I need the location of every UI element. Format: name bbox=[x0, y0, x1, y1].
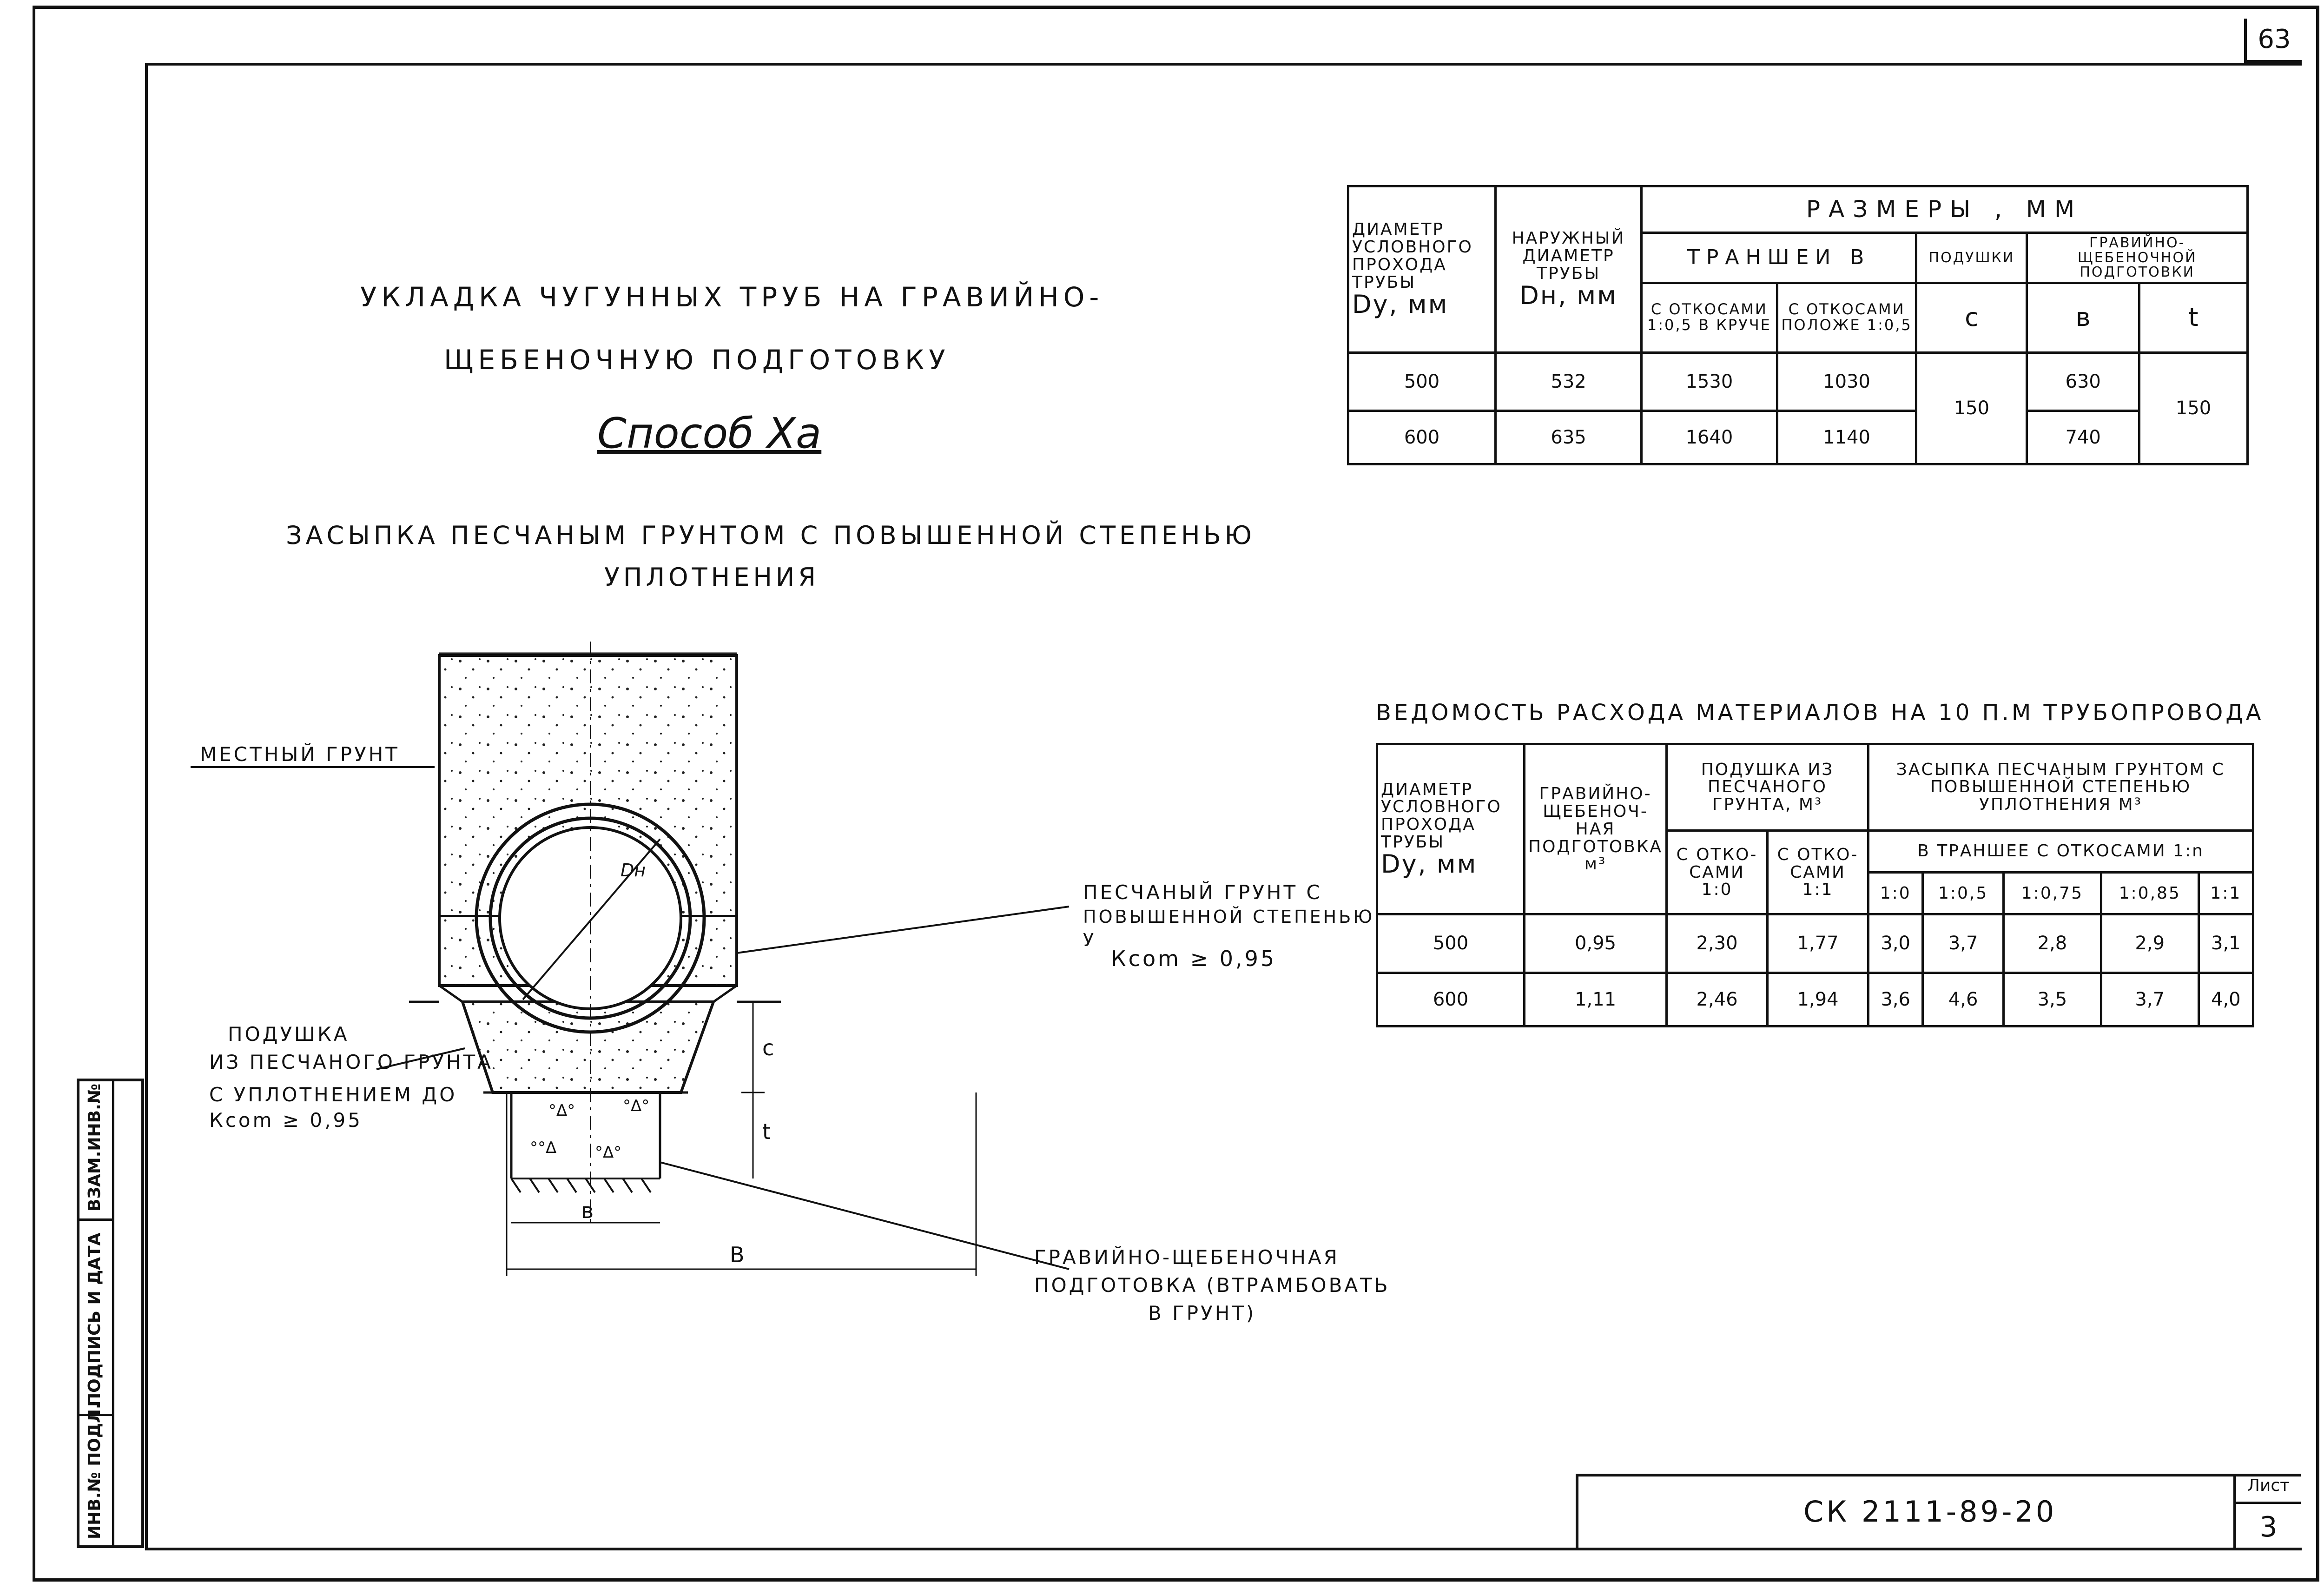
cell: 1030 bbox=[1777, 352, 1916, 410]
document-code: СК 2111-89-20 bbox=[1803, 1495, 2057, 1529]
col-cushion-b: С ОТКО-САМИ 1:1 bbox=[1768, 830, 1868, 914]
method-title: Способ Ха bbox=[597, 409, 822, 458]
col-backfill: ЗАСЫПКА ПЕСЧАНЫМ ГРУНТОМ С ПОВЫШЕННОЙ СТЕПЕНЬЮ УПЛОТНЕНИЯ М³ bbox=[1868, 744, 2253, 831]
cell: 1,94 bbox=[1768, 973, 1868, 1026]
side-cell-replace bbox=[79, 1081, 112, 1221]
cell: 2,8 bbox=[2003, 914, 2101, 973]
gravel-label-3: В ГРУНТ) bbox=[1148, 1302, 1256, 1324]
table-row bbox=[1348, 352, 2248, 410]
col-trench: ТРАНШЕИ В bbox=[1642, 233, 1916, 283]
table-row bbox=[1377, 914, 2253, 973]
cell: 600 bbox=[1348, 410, 1496, 464]
title-line-2: ЩЕБЕНОЧНУЮ ПОДГОТОВКУ bbox=[444, 344, 950, 376]
cell: 1530 bbox=[1642, 352, 1777, 410]
cell: 1140 bbox=[1777, 410, 1916, 464]
col-cushion: ПОДУШКА ИЗ ПЕСЧАНОГО ГРУНТА, М³ bbox=[1667, 744, 1868, 831]
cell: 4,0 bbox=[2199, 973, 2253, 1026]
cell: 500 bbox=[1377, 914, 1525, 973]
sheet-number: 63 bbox=[2244, 19, 2302, 63]
local-soil-label: МЕСТНЫЙ ГРУНТ bbox=[200, 743, 400, 766]
cell: 0,95 bbox=[1525, 914, 1667, 973]
cushion-label-2: ИЗ ПЕСЧАНОГО ГРУНТА bbox=[209, 1051, 493, 1073]
side-cell-signature bbox=[79, 1221, 112, 1416]
col-slope: 1:0,5 bbox=[1923, 872, 2004, 914]
col-cushion: ПОДУШКИ bbox=[1916, 233, 2027, 283]
col-diameter: ДИАМЕТР УСЛОВНОГО ПРОХОДА ТРУБЫ Dу, мм bbox=[1377, 744, 1525, 914]
col-t: t bbox=[2139, 283, 2247, 352]
table-row bbox=[1377, 973, 2253, 1026]
gravel-label-2: ПОДГОТОВКА (ВТРАМБОВАТЬ bbox=[1034, 1274, 1390, 1297]
backfill-caption-2: УПЛОТНЕНИЯ bbox=[604, 563, 819, 592]
backfill-caption-1: ЗАСЫПКА ПЕСЧАНЫМ ГРУНТОМ С ПОВЫШЕННОЙ СТЕПЕНЬЮ bbox=[286, 521, 1255, 550]
dim-b-small-label: в bbox=[581, 1198, 594, 1223]
materials-title: ВЕДОМОСТЬ РАСХОДА МАТЕРИАЛОВ НА 10 П.М ТРУБОПРОВОДА bbox=[1376, 700, 2264, 726]
sheet-value: 3 bbox=[2259, 1511, 2278, 1543]
cushion-label-3: С УПЛОТНЕНИЕМ ДО bbox=[209, 1083, 457, 1106]
sheet-box bbox=[2233, 1476, 2301, 1550]
col-outer: НАРУЖНЫЙ ДИАМЕТР ТРУБЫ Dн, мм bbox=[1496, 186, 1642, 353]
sand-soil-label-1: ПЕСЧАНЫЙ ГРУНТ С bbox=[1083, 881, 1322, 904]
col-cushion-a: С ОТКО-САМИ 1:0 bbox=[1667, 830, 1768, 914]
col-gravel: ГРАВИЙНО-ЩЕБЕНОЧ-НАЯ ПОДГОТОВКА м³ bbox=[1525, 744, 1667, 914]
dim-dn-label: Dн bbox=[621, 860, 646, 881]
sand-soil-coef: Кcom ≥ 0,95 bbox=[1111, 946, 1277, 971]
cushion-label-1: ПОДУШКА bbox=[228, 1023, 350, 1046]
svg-text:°°Δ: °°Δ bbox=[530, 1139, 557, 1157]
cell: 3,6 bbox=[1868, 973, 1923, 1026]
col-b: в bbox=[2027, 283, 2139, 352]
col-slope: 1:1 bbox=[2199, 872, 2253, 914]
cell: 3,1 bbox=[2199, 914, 2253, 973]
dim-c-label: с bbox=[762, 1035, 774, 1060]
svg-text:°Δ°: °Δ° bbox=[548, 1101, 575, 1120]
title-line-1: УКЛАДКА ЧУГУННЫХ ТРУБ НА ГРАВИЙНО- bbox=[360, 281, 1104, 313]
cell: 532 bbox=[1496, 352, 1642, 410]
cell: 3,7 bbox=[2101, 973, 2199, 1026]
side-label-replace: ВЗАМ.ИНВ.№ bbox=[85, 1083, 104, 1212]
gravel-zone bbox=[511, 1092, 660, 1179]
svg-text:°Δ°: °Δ° bbox=[595, 1143, 622, 1162]
col-backfill-sub: В ТРАНШЕЕ С ОТКОСАМИ 1:n bbox=[1868, 830, 2253, 872]
dim-t-label: t bbox=[762, 1119, 771, 1144]
materials-table bbox=[1376, 743, 2254, 1027]
cell-c-value: 150 bbox=[1916, 352, 2027, 464]
side-cell-original bbox=[79, 1403, 112, 1546]
col-c: с bbox=[1916, 283, 2027, 352]
sand-soil-label-2: ПОВЫШЕННОЙ СТЕПЕНЬЮ bbox=[1083, 907, 1375, 927]
cell: 1,11 bbox=[1525, 973, 1667, 1026]
cushion-coef: Кcom ≥ 0,95 bbox=[209, 1109, 363, 1132]
cell-t-value: 150 bbox=[2139, 352, 2247, 464]
sheet-label: Лист bbox=[2236, 1476, 2301, 1504]
side-label-signature: ПОДПИСЬ И ДАТА bbox=[85, 1232, 104, 1407]
cell: 3,7 bbox=[1923, 914, 2004, 973]
side-stamp bbox=[77, 1079, 144, 1548]
cell: 500 bbox=[1348, 352, 1496, 410]
cell: 630 bbox=[2027, 352, 2139, 410]
side-divider bbox=[112, 1081, 114, 1546]
dimensions-table bbox=[1347, 185, 2249, 465]
col-gravel: ГРАВИЙНО-ЩЕБЕНОЧНОЙ ПОДГОТОВКИ bbox=[2027, 233, 2248, 283]
col-slopes-vertical: С ОТКОСАМИ 1:0,5 В КРУЧЕ bbox=[1642, 283, 1777, 352]
sand-soil-label-3: У bbox=[1083, 930, 1096, 950]
cell: 1,77 bbox=[1768, 914, 1868, 973]
svg-text:°Δ°: °Δ° bbox=[623, 1097, 650, 1115]
cell: 4,6 bbox=[1923, 973, 2004, 1026]
col-slope: 1:0 bbox=[1868, 872, 1923, 914]
gravel-label-1: ГРАВИЙНО-ЩЕБЕНОЧНАЯ bbox=[1034, 1246, 1340, 1269]
cell: 2,46 bbox=[1667, 973, 1768, 1026]
dim-b-big-label: В bbox=[730, 1242, 745, 1267]
trench-cross-section bbox=[177, 628, 1106, 1325]
side-label-original: ИНВ.№ ПОДЛ. bbox=[85, 1403, 104, 1539]
col-sizes: РАЗМЕРЫ , ММ bbox=[1642, 186, 2248, 233]
cell: 2,9 bbox=[2101, 914, 2199, 973]
col-slopes-gentle: С ОТКОСАМИ ПОЛОЖЕ 1:0,5 bbox=[1777, 283, 1916, 352]
cell: 3,5 bbox=[2003, 973, 2101, 1026]
cell: 3,0 bbox=[1868, 914, 1923, 973]
cell: 740 bbox=[2027, 410, 2139, 464]
cell: 600 bbox=[1377, 973, 1525, 1026]
col-slope: 1:0,85 bbox=[2101, 872, 2199, 914]
cell: 635 bbox=[1496, 410, 1642, 464]
cell: 1640 bbox=[1642, 410, 1777, 464]
cell: 2,30 bbox=[1667, 914, 1768, 973]
table-row bbox=[1348, 410, 2248, 464]
col-diameter: ДИАМЕТР УСЛОВНОГО ПРОХОДА ТРУБЫ Dу, мм bbox=[1348, 186, 1496, 353]
col-slope: 1:0,75 bbox=[2003, 872, 2101, 914]
